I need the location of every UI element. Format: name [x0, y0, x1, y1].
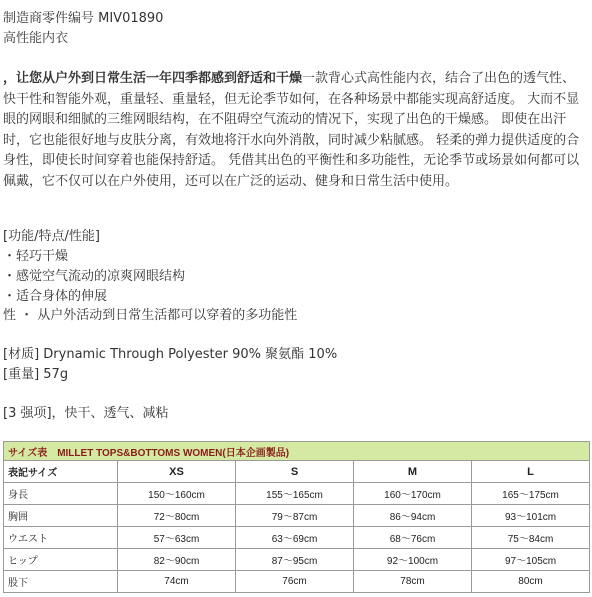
- row-label: ヒップ: [4, 549, 118, 571]
- material-line: [材质] Drynamic Through Polyester 90% 聚氨酯 10%: [3, 347, 338, 362]
- table-cell: 93〜101cm: [472, 505, 590, 527]
- weight-line: [重量] 57g: [3, 367, 69, 382]
- row-label: 股下: [4, 571, 118, 593]
- table-cell: 75〜84cm: [472, 527, 590, 549]
- table-cell: 63〜69cm: [236, 527, 354, 549]
- table-cell: 68〜76cm: [354, 527, 472, 549]
- table-cell: 87〜95cm: [236, 549, 354, 571]
- product-name: 高性能内衣: [3, 31, 69, 46]
- row-label: ウエスト: [4, 527, 118, 549]
- table-row: [4, 571, 590, 593]
- size-table: [3, 441, 590, 593]
- size-header-cell: XS: [118, 461, 236, 483]
- feature-item: ・轻巧干燥: [3, 249, 69, 264]
- size-header-cell: L: [472, 461, 590, 483]
- table-cell: 97〜105cm: [472, 549, 590, 571]
- table-cell: 150〜160cm: [118, 483, 236, 505]
- table-cell: 160〜170cm: [354, 483, 472, 505]
- row-label: 身長: [4, 483, 118, 505]
- features-heading: [功能/特点/性能]: [3, 229, 100, 244]
- size-header-cell: S: [236, 461, 354, 483]
- intro-lead: ，让您从户外到日常生活一年四季都感到舒适和干燥: [3, 71, 303, 86]
- table-row: [4, 527, 590, 549]
- intro-paragraph: [3, 69, 587, 192]
- size-header-cell: M: [354, 461, 472, 483]
- table-cell: 80cm: [472, 571, 590, 593]
- table-row: [4, 549, 590, 571]
- table-cell: 92〜100cm: [354, 549, 472, 571]
- table-cell: 78cm: [354, 571, 472, 593]
- size-table-header-row: [4, 461, 590, 483]
- part-number: 制造商零件编号 MIV01890: [3, 11, 164, 26]
- table-cell: 72〜80cm: [118, 505, 236, 527]
- table-cell: 155〜165cm: [236, 483, 354, 505]
- table-cell: 74cm: [118, 571, 236, 593]
- intro-body: 一款背心式高性能内衣，结合了出色的透气性、快干性和智能外观，重量轻、重量轻，但无论季节如何，在各种场景中都能实现高舒适度。 大而不显眼的网眼和细腻的三维网眼结构，在不阻碍空气流动的情况下，实现了出色的干燥感。 即使在出汗时，它也能很好地与皮肤分离，有效地将汗水向外消散，同时减少粘腻感。 轻柔的弹力提供适度的合身性，即使长时间穿着也能保持舒适。 凭借其出色的平衡性和多功能性，无论季节或场景如何都可以佩戴，它不仅可以在户外使用，还可以在广泛的运动、健身和日常生活中使用。: [3, 71, 580, 189]
- table-cell: 86〜94cm: [354, 505, 472, 527]
- table-cell: 57〜63cm: [118, 527, 236, 549]
- table-row: [4, 483, 590, 505]
- table-cell: 79〜87cm: [236, 505, 354, 527]
- table-cell: 82〜90cm: [118, 549, 236, 571]
- table-row: [4, 505, 590, 527]
- row-label: 胸囲: [4, 505, 118, 527]
- size-table-title: サイズ表 MILLET TOPS&BOTTOMS WOMEN(日本企画製品): [4, 442, 590, 461]
- strengths-line: [3 强项]，快干、透气、减粘: [3, 406, 169, 421]
- feature-item: ・感觉空气流动的凉爽网眼结构: [3, 269, 186, 284]
- size-header-cell: 表記サイズ: [4, 461, 118, 483]
- table-cell: 165〜175cm: [472, 483, 590, 505]
- table-cell: 76cm: [236, 571, 354, 593]
- feature-item: ・适合身体的伸展: [3, 289, 108, 304]
- feature-item: 性 ・ 从户外活动到日常生活都可以穿着的多功能性: [3, 308, 298, 323]
